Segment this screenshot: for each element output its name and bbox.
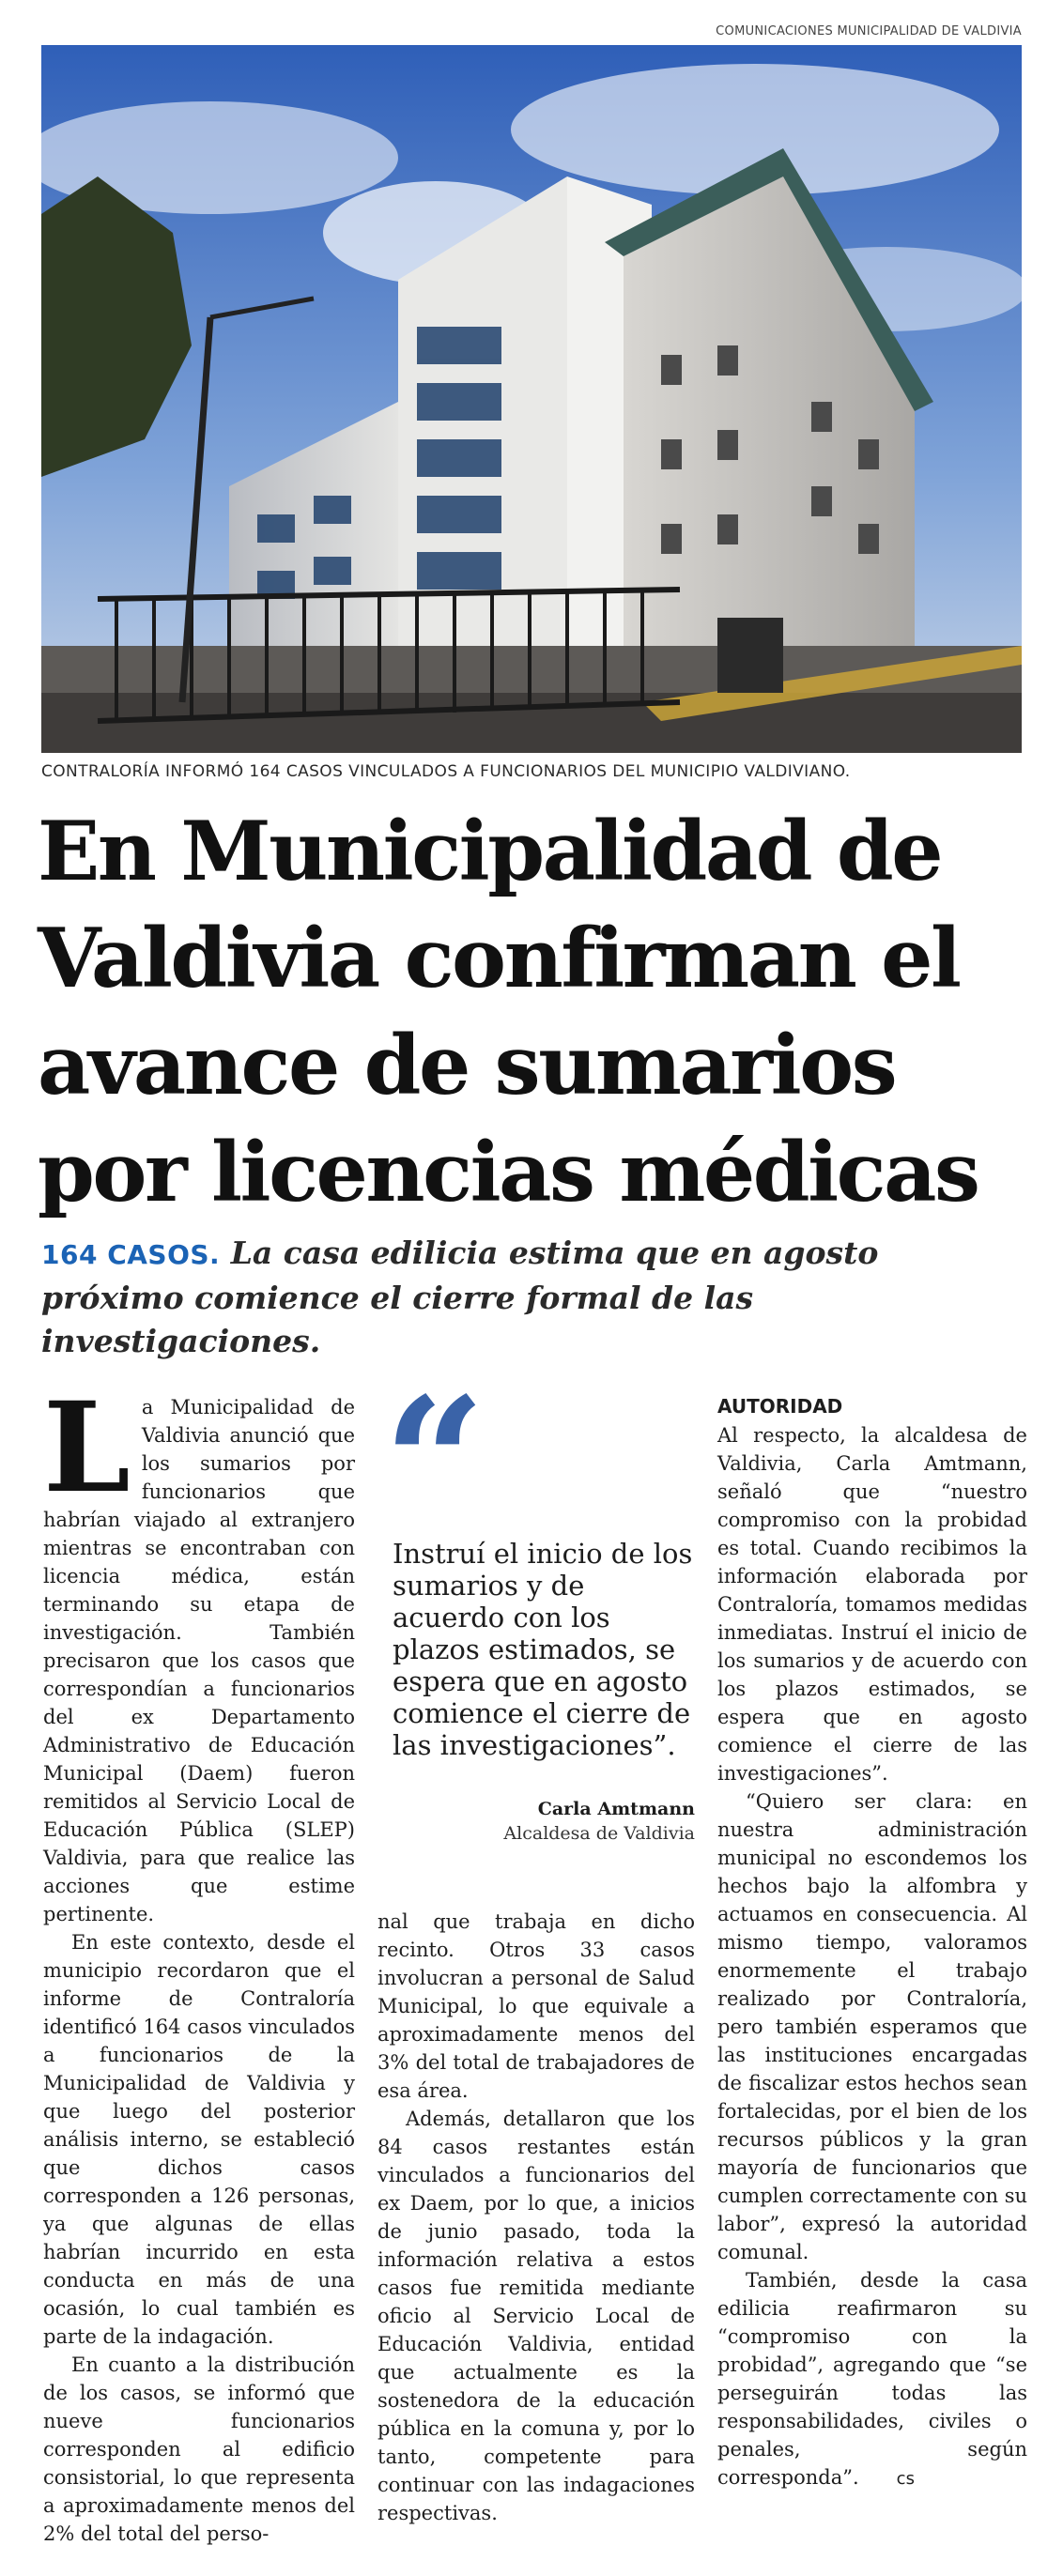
article-photo	[41, 45, 1022, 753]
headline-line: Valdivia confirman el	[38, 910, 960, 1006]
deck	[41, 1232, 1027, 1363]
deck-text: La casa edilicia estima que en agosto próximo comience el cierre formal de las investigaciones.	[41, 1234, 879, 1359]
photo-caption: CONTRALORÍA INFORMÓ 164 CASOS VINCULADOS A FUNCIONARIOS DEL MUNICIPIO VALDIVIANO.	[41, 762, 851, 781]
pull-quote	[379, 1358, 695, 1844]
headline-line: avance de sumarios	[38, 1017, 896, 1113]
pull-quote-author: Carla Amtmann	[537, 1799, 695, 1819]
paragraph: Al respecto, la alcaldesa de Valdivia, Carla Amtmann, señaló que “nuestro compromiso con la probidad es total. Cuando recibimos la información elaborada por Contraloría, tomamos medidas inmediatas. Instruí el inicio de los sumarios y de acuerdo con los plazos estimados, se espera que en agosto comience el cierre de las investigaciones”.	[717, 1424, 1027, 1785]
article-column-3	[717, 1393, 1027, 2493]
drop-cap: L	[43, 1375, 131, 1521]
paragraph: “Quiero ser clara: en nuestra administración municipal no escondemos los hechos bajo la alfombra y actuamos en consecuencia. Al mismo tiempo, valoramos enormemente el trabajo realizado por Contraloría, pero también esperamos que las instituciones encargadas de fiscalizar estos hechos sean fortalecidas, por el bien de los recursos públicos y la gran mayoría de funcionarios que cumplen correctamente con su labor”, expresó la autoridad comunal.	[717, 1790, 1027, 2263]
headline	[38, 798, 1033, 1226]
paragraph: nal que trabaja en dicho recinto. Otros 33 casos involucran a personal de Salud Municipal, lo que equivale a aproximadamente menos del 3% del total de trabajadores de esa área.	[377, 1910, 695, 2102]
pull-quote-text: Instruí el inicio de los sumarios y de acuerdo con los plazos estimados, se espera que en agosto comience el cierre de las investigaciones”.	[393, 1538, 693, 1761]
deck-kicker: 164 CASOS.	[41, 1239, 221, 1270]
quote-mark-icon: “	[383, 1358, 486, 1568]
end-mark-icon: cs	[896, 2469, 915, 2489]
article-column-2	[377, 1908, 695, 2527]
photo-credit: COMUNICACIONES MUNICIPALIDAD DE VALDIVIA	[716, 24, 1022, 38]
paragraph-text: También, desde la casa edilicia reafirmaron su “compromiso con la probidad”, agregando que “se perseguirán todas las responsabilidades, civiles o penales, según corresponda”.	[717, 2269, 1027, 2489]
subhead: AUTORIDAD	[717, 1395, 843, 1418]
headline-line: por licencias médicas	[38, 1124, 978, 1220]
paragraph	[717, 2266, 1027, 2493]
paragraph-text: a Municipalidad de Valdivia anunció que los sumarios por funcionarios que habrían viajado al extranjero mientras se encontraban con licencia médica, están terminando su etapa de investigación. También precisaron que los casos que correspondían a funcionarios del ex Departamento Administrativo de Educación Municipal (Daem) fueron remitidos al Servicio Local de Educación Pública (SLEP) Valdivia, para que realice las acciones que estime pertinente.	[43, 1396, 355, 1925]
paragraph	[43, 1375, 355, 1928]
paragraph: En cuanto a la distribución de los casos, se informó que nueve funcionarios corresponden al edificio consistorial, lo que representa a aproximadamente menos del 2% del total del perso-	[43, 2354, 355, 2545]
pull-quote-role: Alcaldesa de Valdivia	[503, 1823, 695, 1844]
paragraph: En este contexto, desde el municipio recordaron que el informe de Contraloría identificó 164 casos vinculados a funcionarios de la Municipalidad de Valdivia y que luego del posterior análisis interno, se estableció que dichos casos corresponden a 126 personas, ya que algunas de ellas habrían incurrido en esta conducta en más de una ocasión, lo cual también es parte de la indagación.	[43, 1931, 355, 2348]
article-column-1	[43, 1375, 355, 2548]
paragraph: Además, detallaron que los 84 casos restantes están vinculados a funcionarios del ex Daem, por lo que, a inicios de junio pasado, toda la información relativa a estos casos fue remitida mediante oficio al Servicio Local de Educación Valdivia, entidad que actualmente es la sostenedora de la educación pública en la comuna y, por lo tanto, competente para continuar con las indagaciones respectivas.	[377, 2108, 695, 2524]
municipal-building-image	[41, 45, 1022, 753]
headline-line: En Municipalidad de	[38, 803, 942, 899]
